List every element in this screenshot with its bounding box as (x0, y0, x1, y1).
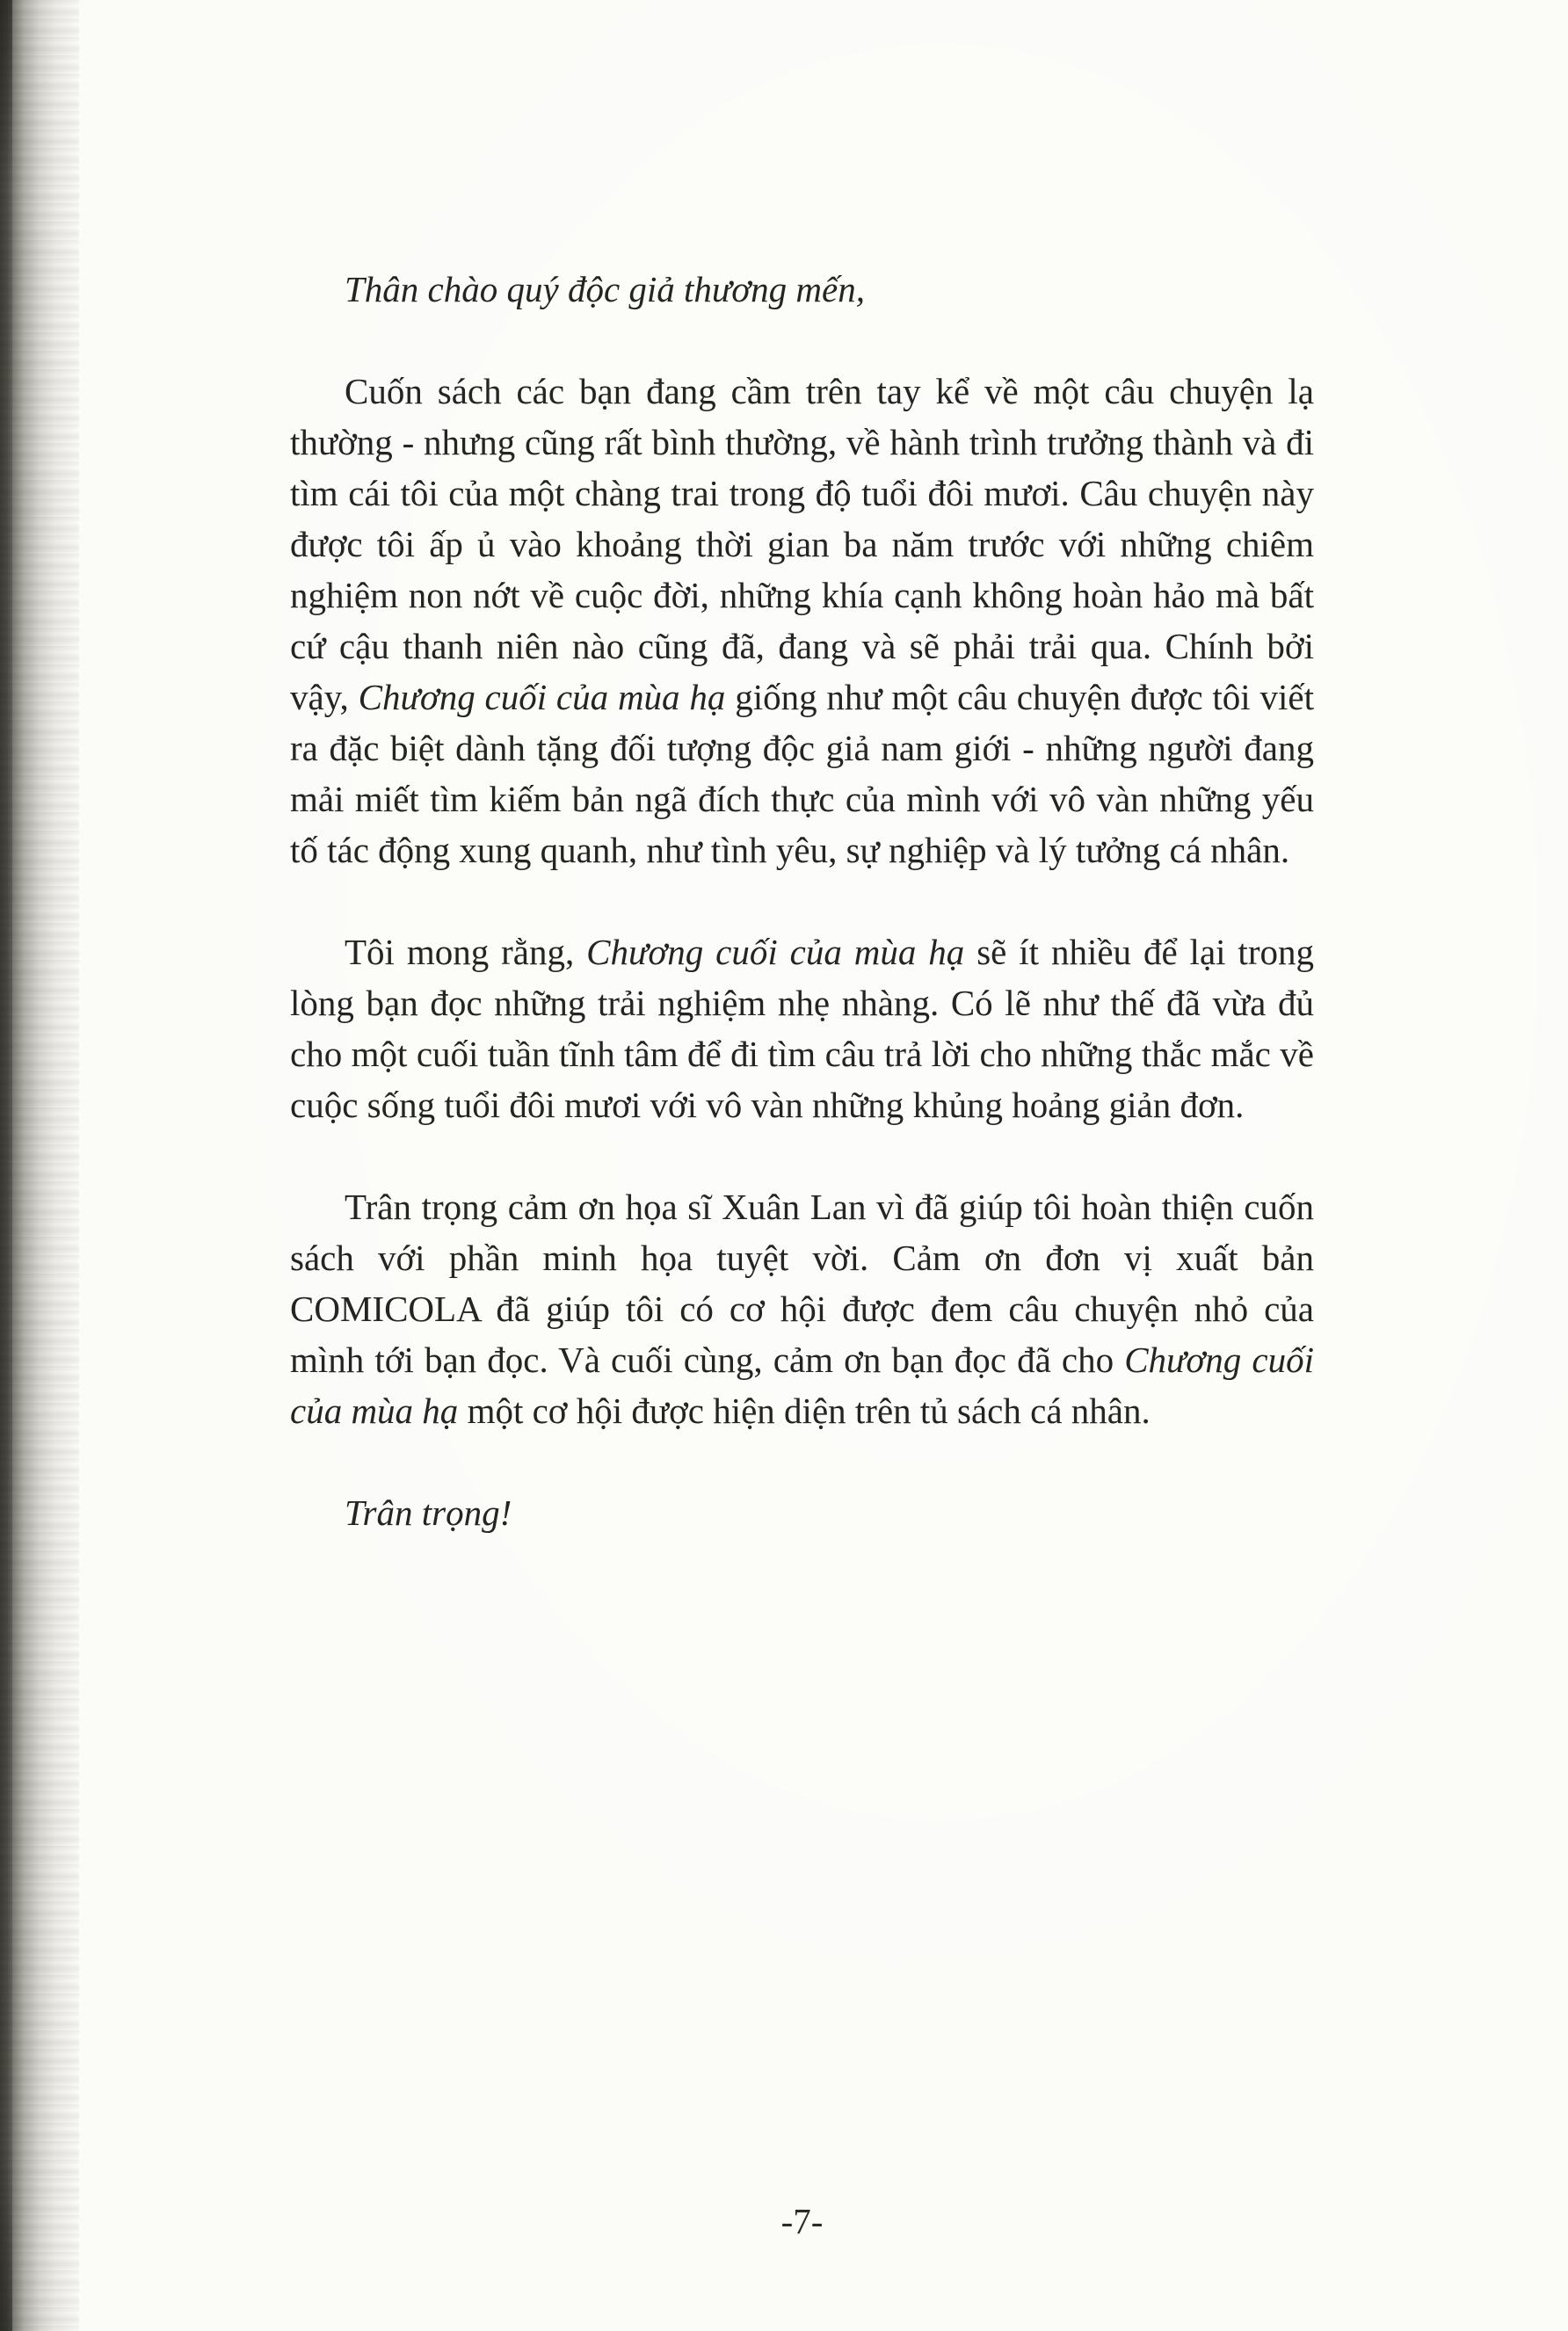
text-segment: Chương cuối của mùa hạ (586, 932, 965, 972)
text-segment: sẽ ít nhiều để lại trong lòng bạn đọc những trải nghiệm nhẹ nhàng. Có lẽ như thế đã vừa đủ cho một cuối tuần tĩnh tâm để đi tìm câu trả lời cho những thắc mắc về cuộc sống tuổi đôi mươi với vô vàn những khủng hoảng giản đơn. (290, 932, 1314, 1125)
paragraph-1 (290, 366, 1314, 875)
closing-line: Trân trọng! (345, 1492, 512, 1533)
text-segment: Tôi mong rằng, (345, 932, 587, 972)
text-segment: giống như một câu chuyện được tôi viết ra đặc biệt dành tặng đối tượng độc giả nam giới - những người đang mải miết tìm kiếm bản ngã đích thực của mình với vô vàn những yếu tố tác động xung quanh, như tình yêu, sự nghiệp và lý tưởng cá nhân. (290, 677, 1314, 870)
paragraph-3 (290, 1181, 1314, 1436)
page-text-block (290, 264, 1314, 1538)
paragraph-2 (290, 926, 1314, 1130)
text-segment: Trân trọng cảm ơn họa sĩ Xuân Lan vì đã giúp tôi hoàn thiện cuốn sách với phần minh họa tuyệt vời. Cảm ơn đơn vị xuất bản COMICOLA đã giúp tôi có cơ hội được đem câu chuyện nhỏ của mình tới bạn đọc. Và cuối cùng, cảm ơn bạn đọc đã cho (290, 1187, 1314, 1380)
text-segment: Chương cuối của mùa hạ (290, 1340, 1314, 1431)
page-binding-shadow (0, 0, 79, 2331)
greeting-line: Thân chào quý độc giả thương mến, (345, 269, 865, 309)
text-segment: một cơ hội được hiện diện trên tủ sách cá nhân. (458, 1391, 1151, 1431)
text-segment: Cuốn sách các bạn đang cầm trên tay kể về một câu chuyện lạ thường - nhưng cũng rất bình thường, về hành trình trưởng thành và đi tìm cái tôi của một chàng trai trong độ tuổi đôi mươi. Câu chuyện này được tôi ấp ủ vào khoảng thời gian ba năm trước với những chiêm nghiệm non nớt về cuộc đời, những khía cạnh không hoàn hảo mà bất cứ cậu thanh niên nào cũng đã, đang và sẽ phải trải qua. Chính bởi vậy, (290, 371, 1314, 717)
page-number: -7- (780, 2201, 824, 2241)
text-segment: Chương cuối của mùa hạ (358, 677, 726, 717)
